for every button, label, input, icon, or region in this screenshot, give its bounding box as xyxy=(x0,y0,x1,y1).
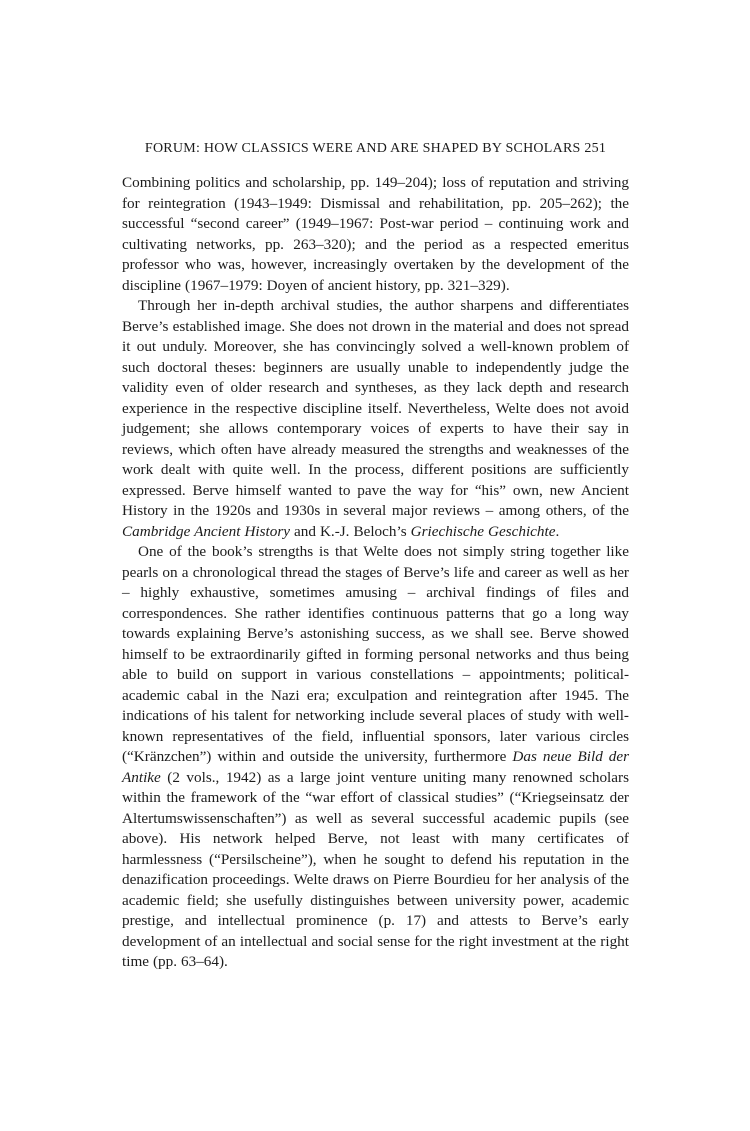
body-text xyxy=(122,173,629,973)
running-head: FORUM: HOW CLASSICS WERE AND ARE SHAPED BY SCHOLARS 251 xyxy=(144,141,607,156)
italic-text-run: Griechische Geschichte xyxy=(410,522,556,540)
text-run: One of the book’s strengths is that Welte does not simply string together like pearls on a chronological thread the stages of Berve’s life and career as well as her – highly exhaustive, sometimes amusing – archival findings of files and correspondences. She rather identifies continuous patterns that go a long way towards explaining Berve’s astonishing success, as we shall see. Berve showed himself to be extraordinarily gifted in forming personal networks and thus being able to build on support in various constellations – appointments; political-academic cabal in the Nazi era; exculpation and reintegration after 1945. The indications of his talent for networking include several places of study with well-known representatives of the field, influential sponsors, later various circles (“Kränzchen”) within and outside the university, furthermore xyxy=(122,543,629,765)
text-run: Combining politics and scholarship, pp. 149–204); loss of reputation and striving for reintegration (1943–1949: Dismissal and rehabilitation, pp. 205–262); the successful “second career” (1949–1967: Post-war period – continuing work and cultivating networks, pp. 263–320); and the period as a respected emeritus professor who was, however, increasingly overtaken by the development of the discipline (1967–1979: Doyen of ancient history, pp. 321–329). xyxy=(122,174,629,294)
paragraph xyxy=(122,296,629,542)
text-run: and K.-J. Beloch’s xyxy=(290,522,411,540)
italic-text-run: Cambridge Ancient History xyxy=(122,522,291,540)
text-block xyxy=(122,141,629,973)
text-run: Through her in-depth archival studies, the author sharpens and differentiates Berve’s established image. She does not drown in the material and does not spread it out unduly. Moreover, she has convincingly solved a well-known problem of such doctoral theses: beginners are usually unable to independently judge the validity even of older research and syntheses, as they lack depth and research experience in the respective discipline itself. Nevertheless, Welte does not avoid judgement; she allows contemporary voices of experts to have their say in reviews, which often have already measured the strengths and weaknesses of the work dealt with quite well. In the process, different positions are sufficiently expressed. Berve himself wanted to pave the way for “his” own, new Ancient History in the 1920s and 1930s in several major reviews – among others, of the xyxy=(122,297,629,519)
text-run: . xyxy=(555,522,560,540)
paragraph xyxy=(122,173,629,296)
paragraph xyxy=(122,542,629,973)
italic-text-run: Das neue Bild der Antike xyxy=(122,748,630,786)
text-run: (2 vols., 1942) as a large joint venture uniting many renowned scholars within the framework of the “war effort of classical studies” (“Kriegseinsatz der Altertumswissenschaften”) as well as several successful academic pupils (see above). His network helped Berve, not least with many certificates of harmlessness (“Persilscheine”), when he sought to defend his reputation in the denazification proceedings. Welte draws on Pierre Bourdieu for her analysis of the academic field; she usefully distinguishes between university power, academic prestige, and intellectual prominence (p. 17) and attests to Berve’s early development of an intellectual and social sense for the right investment at the right time (pp. 63–64). xyxy=(122,768,629,970)
